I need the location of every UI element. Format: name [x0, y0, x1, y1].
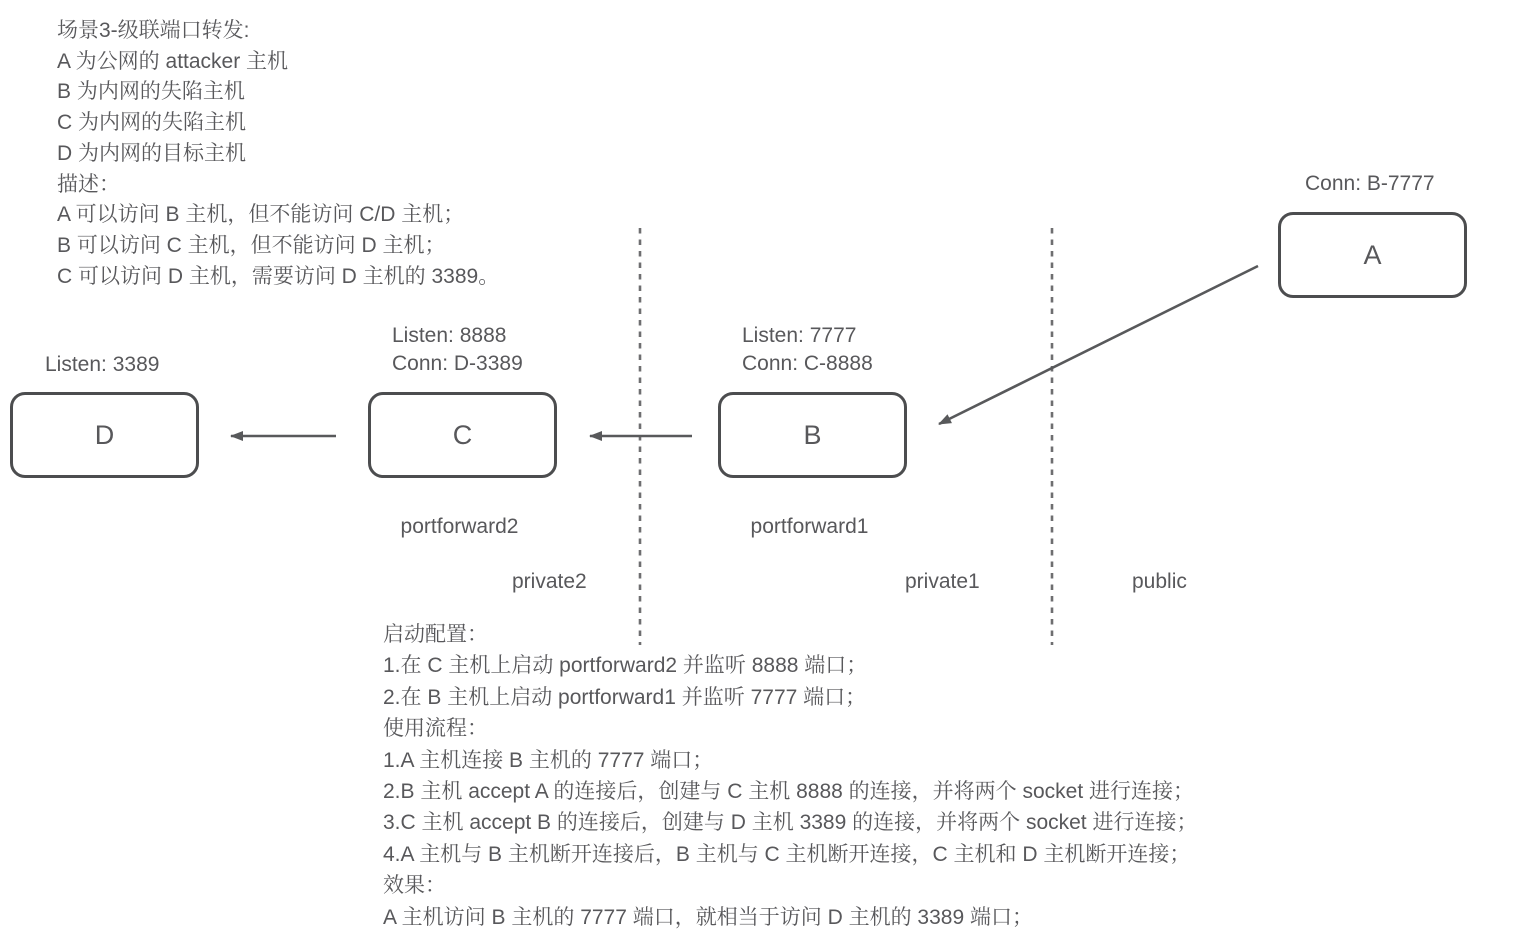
arrow-a-to-b [939, 266, 1258, 424]
config-line: A 主机访问 B 主机的 7777 端口，就相当于访问 D 主机的 3389 端口； [383, 905, 1033, 929]
node-a-label: A [1363, 239, 1382, 270]
scenario-description-block [57, 16, 499, 292]
node-b-annotation [742, 322, 873, 377]
scenario-line: C 可以访问 D 主机，需要访问 D 主机的 3389。 [57, 264, 500, 288]
listen-label: Listen: 7777 [742, 324, 857, 347]
node-d-box [10, 392, 199, 478]
conn-label: Conn: B-7777 [1305, 172, 1435, 195]
zone-label-public: public [1132, 570, 1187, 593]
config-line: 效果： [383, 874, 446, 898]
scenario-line: 场景3-级联端口转发: [57, 19, 250, 42]
node-b-program-label: portforward1 [750, 515, 869, 538]
scenario-line: A 可以访问 B 主机，但不能访问 C/D 主机； [57, 203, 465, 227]
conn-label: Conn: C-8888 [742, 351, 873, 375]
node-d-annotation [45, 351, 159, 379]
config-line: 启动配置： [383, 623, 488, 646]
node-a-box [1278, 212, 1467, 298]
config-description-block [383, 619, 1197, 933]
node-c-box [368, 392, 557, 478]
scenario-line: C 为内网的失陷主机 [57, 111, 246, 135]
config-line: 4.A 主机与 B 主机断开连接后，B 主机与 C 主机断开连接，C 主机和 D 主机断开连接； [383, 842, 1191, 866]
listen-label: Listen: 8888 [392, 324, 507, 347]
scenario-line: B 可以访问 C 主机，但不能访问 D 主机； [57, 233, 446, 257]
scenario-line: 描述： [57, 172, 120, 196]
config-line: 2.在 B 主机上启动 portforward1 并监听 7777 端口； [383, 685, 867, 709]
scenario-line: B 为内网的失陷主机 [57, 80, 245, 104]
config-line: 1.A 主机连接 B 主机的 7777 端口； [383, 748, 714, 772]
node-b-label: B [803, 419, 822, 450]
node-d-label: D [94, 419, 115, 450]
scenario-line: A 为公网的 attacker 主机 [57, 49, 289, 73]
config-line: 1.在 C 主机上启动 portforward2 并监听 8888 端口； [383, 654, 868, 678]
conn-label: Conn: D-3389 [392, 351, 523, 375]
config-line: 2.B 主机 accept A 的连接后，创建与 C 主机 8888 的连接，并将两个 socket 进行连接； [383, 780, 1194, 804]
config-line: 3.C 主机 accept B 的连接后，创建与 D 主机 3389 的连接，并将两个 socket 进行连接； [383, 811, 1198, 835]
node-c-annotation [392, 322, 523, 377]
config-line: 使用流程： [383, 717, 488, 741]
scenario-line: D 为内网的目标主机 [57, 141, 246, 165]
zone-label-private2: private2 [512, 570, 587, 593]
zone-label-private1: private1 [905, 570, 980, 593]
node-c-label: C [452, 419, 473, 450]
node-a-annotation [1305, 170, 1435, 198]
node-b-box [718, 392, 907, 478]
listen-label: Listen: 3389 [45, 353, 160, 376]
node-c-program-label: portforward2 [400, 515, 519, 538]
